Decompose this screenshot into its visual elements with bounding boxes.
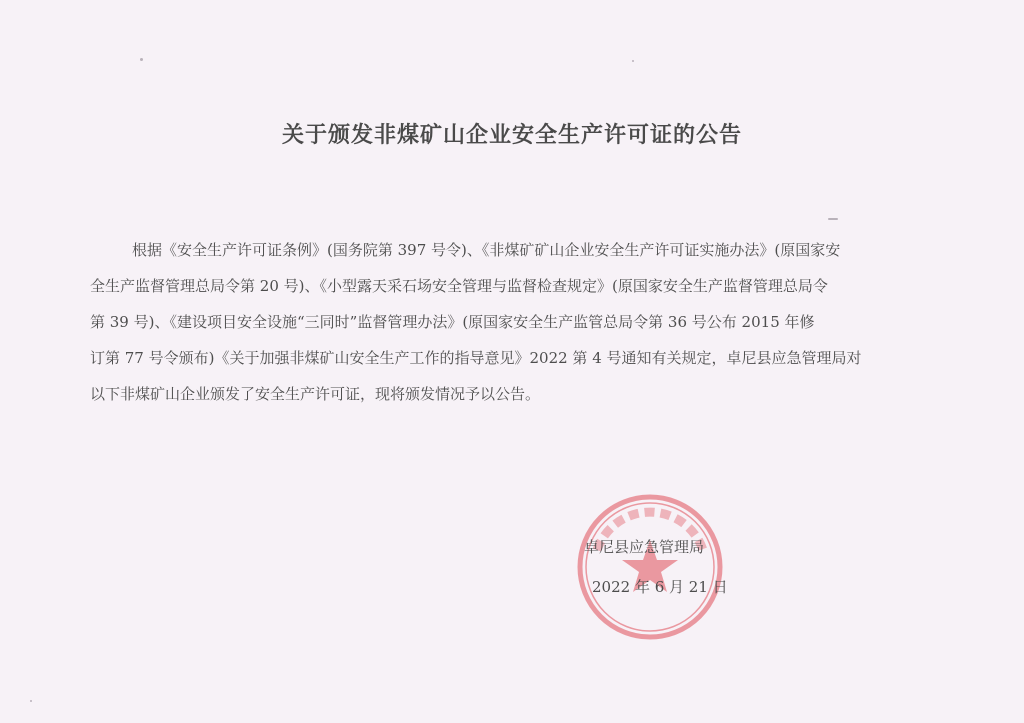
official-seal-icon [575,492,725,642]
issue-date: 2022 年 6 月 21 日 [592,578,728,596]
announcement-body [90,232,950,412]
scan-speck [632,60,634,62]
body-line: 全生产监督管理总局令第 20 号)、《小型露天采石场安全管理与监督检查规定》(原国家安全生产监督管理总局令 [90,277,828,295]
scan-speck [140,58,143,61]
scan-speck [828,218,838,220]
body-line: 以下非煤矿山企业颁发了安全生产许可证，现将颁发情况予以公告。 [90,385,541,403]
scan-speck [30,700,32,702]
body-line: 订第 77 号令颁布)《关于加强非煤矿山安全生产工作的指导意见》2022 第 4 号通知有关规定，卓尼县应急管理局对 [90,349,862,367]
issuing-organization: 卓尼县应急管理局 [584,538,705,556]
page-title: 关于颁发非煤矿山企业安全生产许可证的公告 [281,123,742,148]
body-line: 第 39 号)、《建设项目安全设施“三同时”监督管理办法》(原国家安全生产监管总局令第 36 号公布 2015 年修 [90,313,815,331]
body-line: 根据《安全生产许可证条例》(国务院第 397 号令)、《非煤矿矿山企业安全生产许可证实施办法》(原国家安 [132,241,841,259]
